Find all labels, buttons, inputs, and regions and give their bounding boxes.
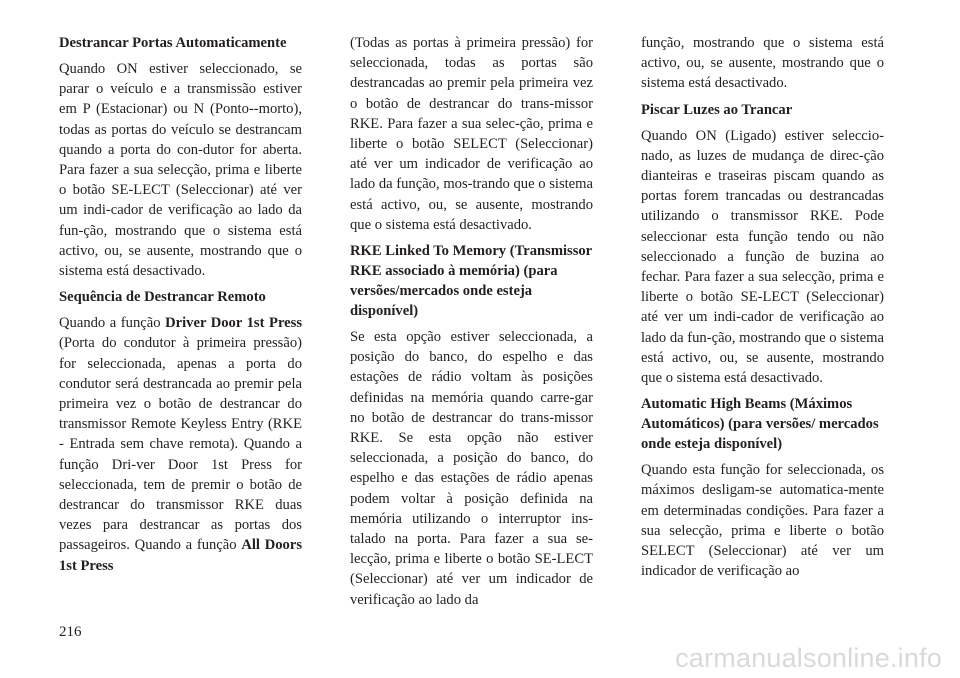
heading-rke-linked-memory: RKE Linked To Memory (Transmissor RKE associado à memória) (para versões/mercados onde esteja disponível) [350, 243, 592, 320]
paragraph-continued: (Todas as portas à primeira pressão) for seleccionada, todas as portas são destrancadas ao premir pela primeira vez o botão de destrancar do trans-missor RKE. Para fazer a sua selec-ção, prima e liberte o botão SELECT (Seleccionar) até ver um indicador de verificação ao lado da função, mos-trando que o sistema está activo, ou, se ausente, mostrando que o sistema está desactivado. [350, 35, 593, 233]
paragraph-destrancar-portas: Quando ON estiver seleccionado, se parar o veículo e a transmissão estiver em P (Estacionar) ou N (Ponto--morto), todas as portas do veículo se destrancam quando a porta do con-dutor for aberta. Para fazer a sua selecção, prima e liberte o botão SE-LECT (Seleccionar) até ver um indi-cador de verificação ao lado da fun-ção, mostrando que o sistema está activo, ou, se ausente, mostrando que o sistema está desactivado. [59, 61, 302, 280]
heading-sequencia-destrancar: Sequência de Destrancar Remoto [59, 289, 266, 306]
all-doors-term: All Doors 1st Press [59, 537, 302, 574]
paragraph-sequencia-destrancar [59, 313, 302, 576]
driver-door-term: Driver Door 1st Press [165, 315, 302, 332]
page-number: 216 [59, 624, 82, 640]
heading-automatic-high-beams: Automatic High Beams (Máximos Automáticos) (para versões/ mercados onde esteja disponível) [641, 396, 879, 453]
watermark: carmanualsonline.info [675, 643, 942, 673]
middle-column [350, 33, 593, 616]
heading-destrancar-portas: Destrancar Portas Automaticamente [59, 35, 287, 51]
paragraph-automatic-high-beams: Quando esta função for seleccionada, os máximos desligam-se automatica-mente em determinadas condições. Para fazer a sua selecção, prima e liberte o botão SELECT (Seleccionar) até ver um indicador de verificação ao [641, 462, 884, 580]
right-column [641, 33, 884, 587]
paragraph-text: (Porta do condutor à primeira pressão) for seleccionada, apenas a porta do condutor será destrancada ao premir pela primeira vez o botão de destrancar do transmissor Remote Keyless Entry (RKE - Entrada sem chave remota). Quando a função Dri-ver Door 1st Press for seleccionada, tem de premir o botão de destrancar do transmissor RKE duas vezes para destrancar as portas dos passageiros. Quando a função [59, 335, 302, 554]
paragraph-text: Quando a função [59, 315, 166, 332]
left-column [59, 33, 302, 582]
paragraph-rke-linked-memory: Se esta opção estiver seleccionada, a posição do banco, do espelho e das estações de rádio voltam às posições definidas na memória quando carre-gar no botão de destrancar do trans-missor RKE. Se esta opção não estiver seleccionada, a posição do banco, do espelho e das estações de rádio apenas podem voltar à posição definida na memória utilizando o interruptor ins-talado na porta. Para fazer a sua se-lecção, prima e liberte o botão SE-LECT (Seleccionar) até ver um indicador de verificação ao lado da [350, 329, 593, 608]
paragraph-continued: função, mostrando que o sistema está activo, ou, se ausente, mostrando que o sistema está desactivado. [641, 35, 884, 92]
heading-piscar-luzes: Piscar Luzes ao Trancar [641, 101, 793, 118]
paragraph-piscar-luzes: Quando ON (Ligado) estiver seleccio-nado, as luzes de mudança de direc-ção dianteiras e traseiras piscam quando as portas forem trancadas ou destrancadas utilizando o transmissor RKE. Pode seleccionar esta função tendo ou não seleccionado a função de buzina ao fechar. Para fazer a sua selecção, prima e liberte o botão SE-LECT (Seleccionar) até ver um indi-cador de verificação ao lado da fun-ção, mostrando que o sistema está activo, ou, se ausente, mostrando que o sistema está desactivado. [641, 127, 884, 387]
